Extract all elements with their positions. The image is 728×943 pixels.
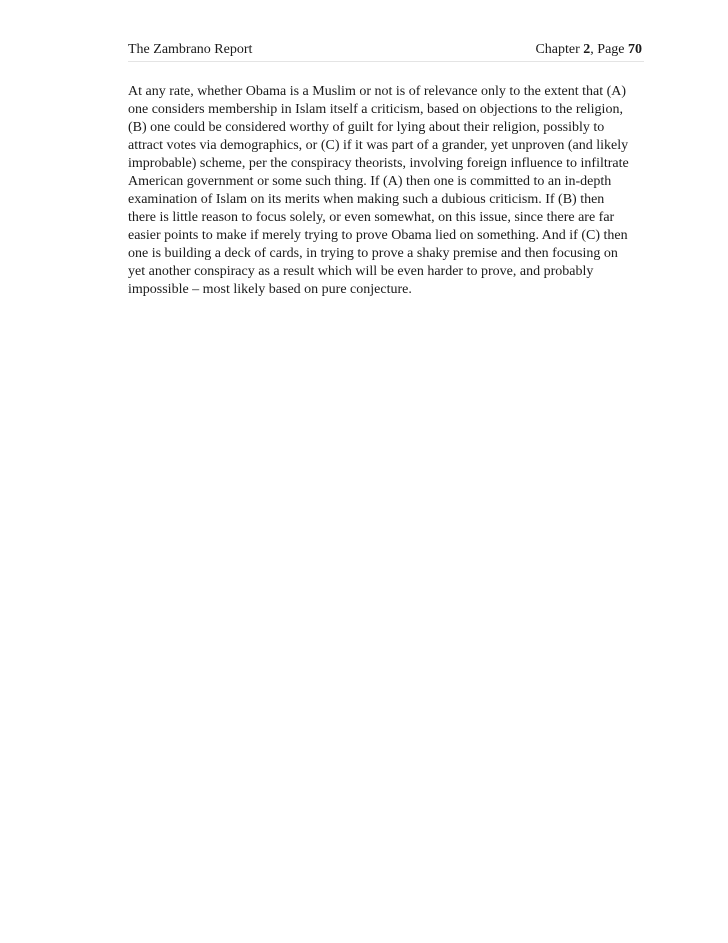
page-label: , Page bbox=[590, 42, 628, 57]
paragraph-line: improbable) scheme, per the conspiracy theorists, involving foreign influence to infiltrate bbox=[128, 156, 629, 171]
page-number: 70 bbox=[628, 42, 642, 57]
paragraph-line: there is little reason to focus solely, or even somewhat, on this issue, since there are far bbox=[128, 210, 615, 225]
paragraph-line: American government or some such thing. If (A) then one is committed to an in-depth bbox=[128, 174, 612, 189]
paragraph-line: one is building a deck of cards, in trying to prove a shaky premise and then focusing on bbox=[128, 246, 618, 261]
paragraph-line: easier points to make if merely trying to prove Obama lied on something. And if (C) then bbox=[128, 228, 628, 243]
paragraph-line: impossible – most likely based on pure conjecture. bbox=[128, 282, 412, 297]
paragraph-line: At any rate, whether Obama is a Muslim or not is of relevance only to the extent that (A) bbox=[128, 84, 627, 99]
paragraph-line: (B) one could be considered worthy of guilt for lying about their religion, possibly to bbox=[128, 120, 605, 135]
paragraph-line: one considers membership in Islam itself a criticism, based on objections to the religion, bbox=[128, 102, 623, 117]
chapter-label: Chapter bbox=[535, 42, 584, 57]
chapter-page-indicator bbox=[535, 41, 642, 59]
report-title: The Zambrano Report bbox=[128, 42, 253, 57]
paragraph-line: examination of Islam on its merits when making such a dubious criticism. If (B) then bbox=[128, 192, 605, 207]
page-header bbox=[128, 41, 644, 62]
paragraph-line: attract votes via demographics, or (C) if it was part of a grander, yet unproven (and likely bbox=[128, 138, 629, 153]
body-paragraph bbox=[128, 83, 646, 299]
paragraph-line: yet another conspiracy as a result which will be even harder to prove, and probably bbox=[128, 264, 594, 279]
chapter-number: 2 bbox=[583, 42, 591, 57]
